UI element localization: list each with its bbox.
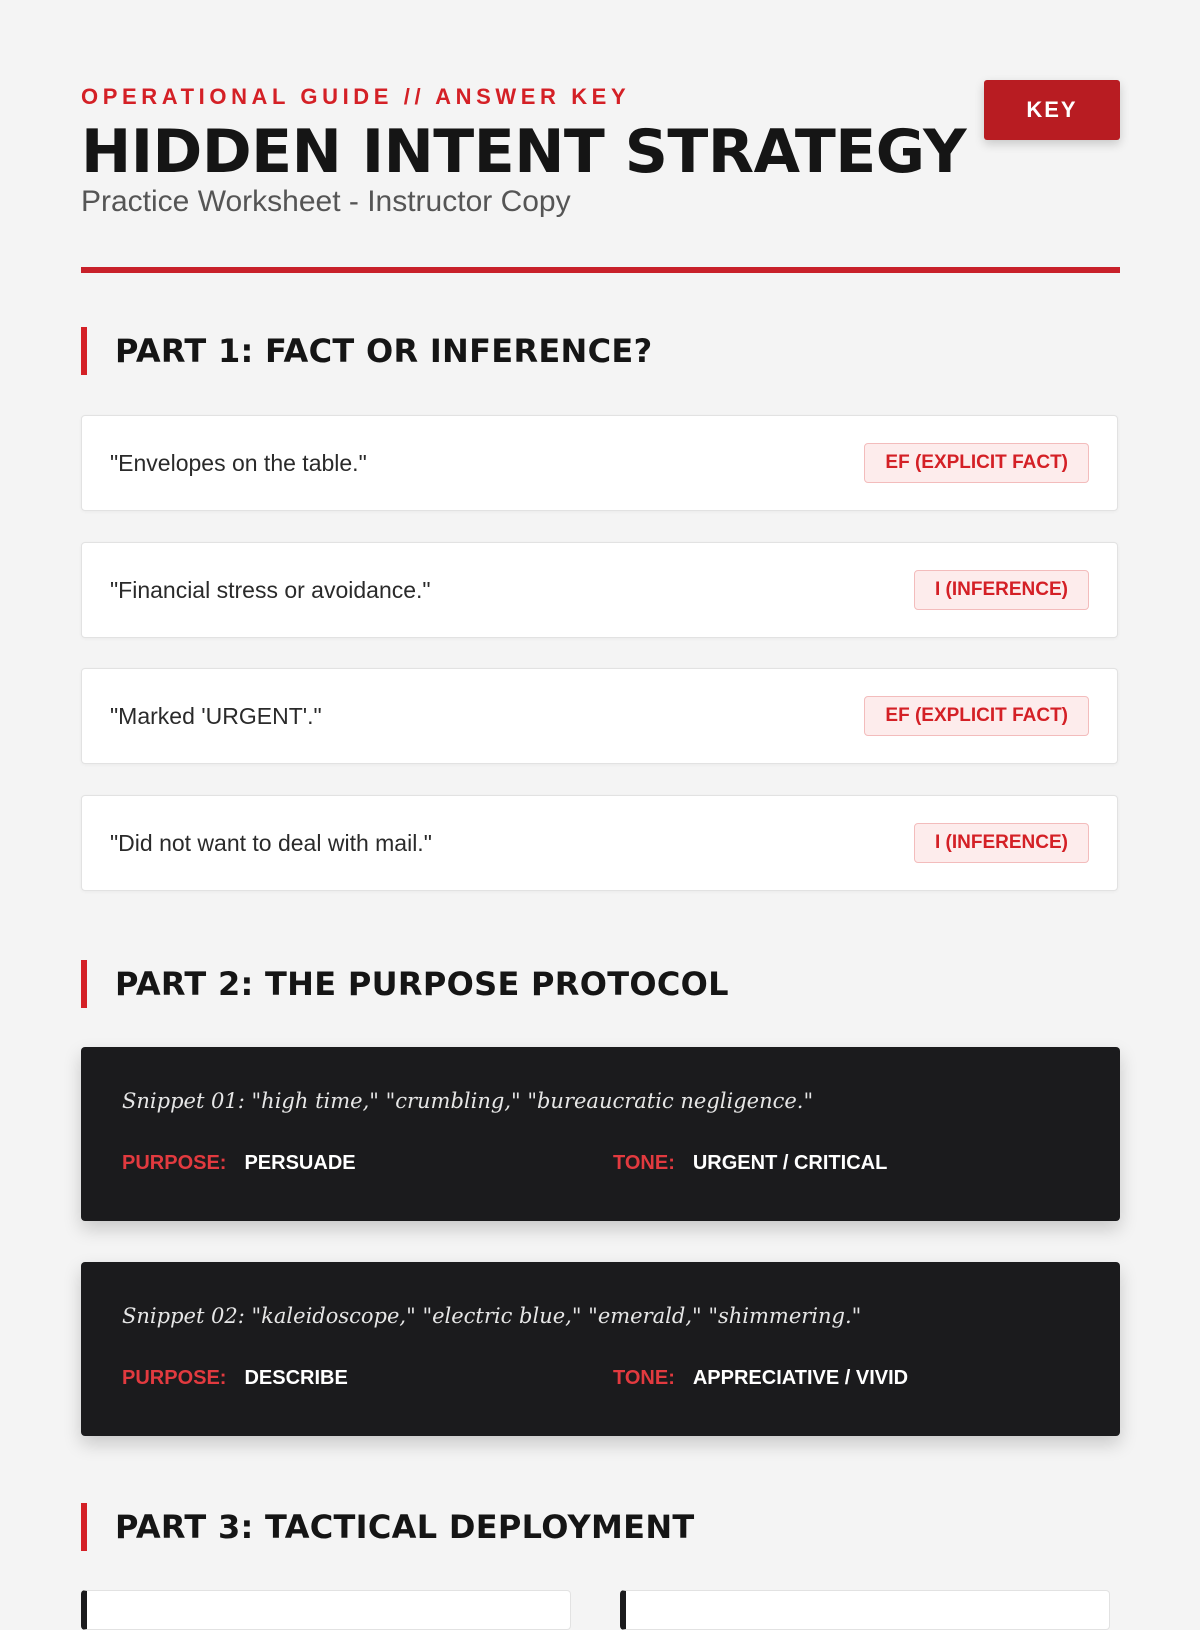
tone-label: TONE: bbox=[613, 1367, 675, 1389]
fact-card bbox=[81, 668, 1118, 764]
deployment-card bbox=[620, 1590, 1110, 1630]
answer-pill: I (INFERENCE) bbox=[914, 823, 1089, 863]
key-badge: KEY bbox=[984, 80, 1120, 140]
page-subtitle: Practice Worksheet - Instructor Copy bbox=[81, 185, 571, 218]
snippet-text: Snippet 01: "high time," "crumbling," "bureaucratic negligence." bbox=[122, 1089, 814, 1113]
snippet-card bbox=[81, 1262, 1120, 1436]
fact-text: "Did not want to deal with mail." bbox=[110, 829, 432, 856]
fact-card bbox=[81, 415, 1118, 511]
purpose-row bbox=[122, 1152, 356, 1175]
fact-text: "Envelopes on the table." bbox=[110, 449, 367, 476]
part2-heading: PART 2: THE PURPOSE PROTOCOL bbox=[81, 960, 729, 1008]
purpose-label: PURPOSE: bbox=[122, 1367, 227, 1389]
fact-text: "Marked 'URGENT'." bbox=[110, 702, 322, 729]
answer-pill: I (INFERENCE) bbox=[914, 570, 1089, 610]
tone-row bbox=[613, 1152, 887, 1175]
page-title: HIDDEN INTENT STRATEGY bbox=[81, 117, 967, 187]
answer-pill: EF (EXPLICIT FACT) bbox=[864, 443, 1089, 483]
tone-row bbox=[613, 1367, 908, 1390]
tone-value: APPRECIATIVE / VIVID bbox=[692, 1367, 909, 1389]
snippet-text: Snippet 02: "kaleidoscope," "electric blue," "emerald," "shimmering." bbox=[122, 1304, 862, 1328]
tone-value: URGENT / CRITICAL bbox=[692, 1152, 888, 1174]
part1-heading: PART 1: FACT OR INFERENCE? bbox=[81, 327, 652, 375]
fact-card bbox=[81, 542, 1118, 638]
purpose-label: PURPOSE: bbox=[122, 1152, 227, 1174]
fact-card bbox=[81, 795, 1118, 891]
header-divider bbox=[81, 267, 1120, 273]
eyebrow-label: OPERATIONAL GUIDE // ANSWER KEY bbox=[81, 84, 631, 109]
purpose-value: PERSUADE bbox=[244, 1152, 356, 1174]
tone-label: TONE: bbox=[613, 1152, 675, 1174]
answer-pill: EF (EXPLICIT FACT) bbox=[864, 696, 1089, 736]
deployment-card bbox=[81, 1590, 571, 1630]
part3-heading: PART 3: TACTICAL DEPLOYMENT bbox=[81, 1503, 695, 1551]
purpose-row bbox=[122, 1367, 348, 1390]
snippet-card bbox=[81, 1047, 1120, 1221]
fact-text: "Financial stress or avoidance." bbox=[110, 576, 431, 603]
purpose-value: DESCRIBE bbox=[244, 1367, 348, 1389]
